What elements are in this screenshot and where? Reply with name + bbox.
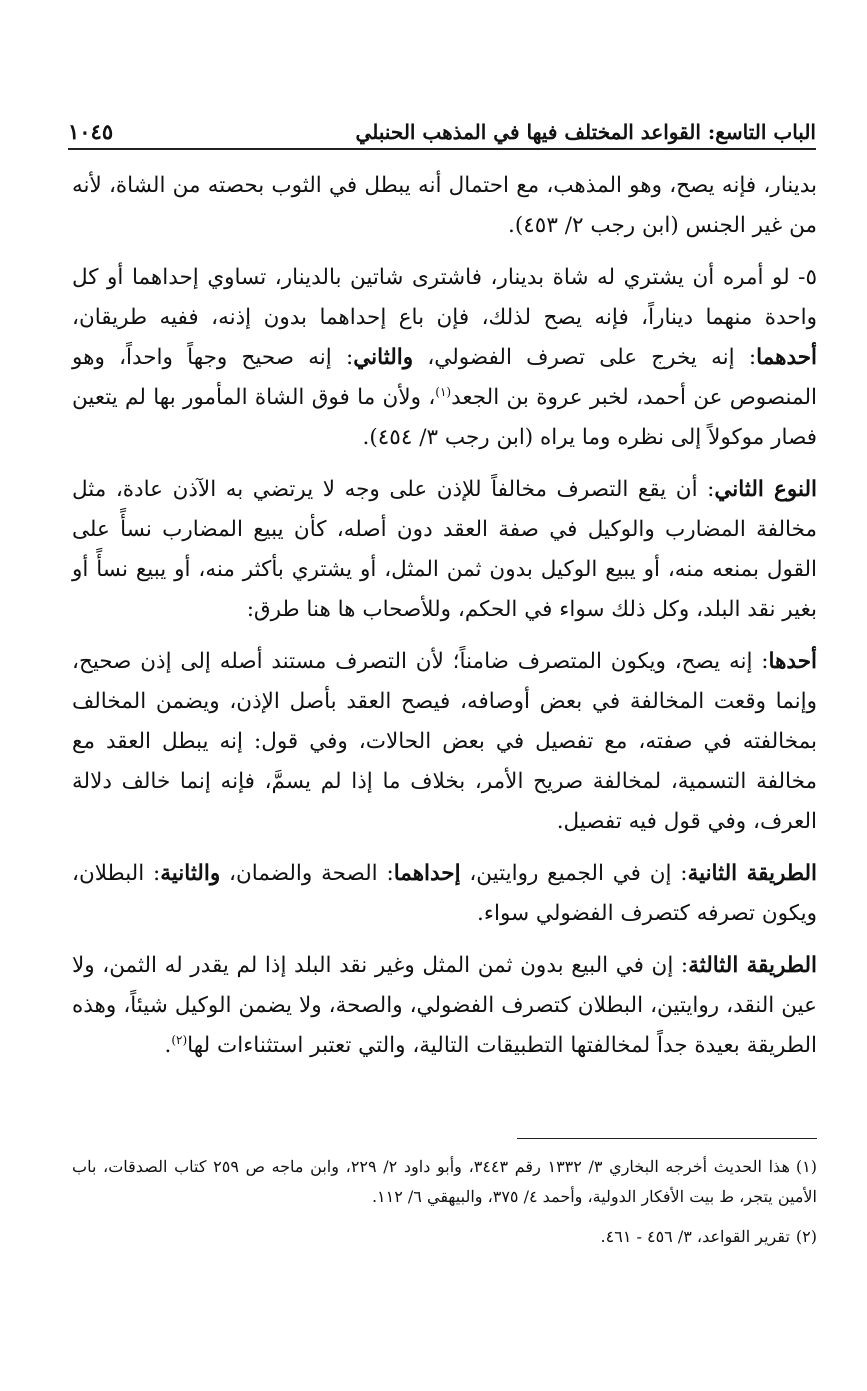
bold-term: أحدهما (756, 345, 817, 370)
main-text (72, 166, 817, 1078)
footnote-number: (١) (795, 1157, 817, 1176)
footnote-text: تقرير القواعد، ٣/ ٤٥٦ - ٤٦١. (600, 1227, 790, 1246)
text-run: : إنه يصح، ويكون المتصرف ضامناً؛ لأن التصرف مستند أصله إلى إذن صحيح، وإنما وقعت المخالفة في بعض أوصافه، فيصح العقد بأصل الإذن، ويضمن المخالف بمخالفته في صفته، مع تفصيل في بعض الحالات، وفي قول: إنه يبطل العقد مع مخالفة التسمية، لمخالفة صريح الأمر، بخلاف ما إذا لم يسمَّ، فإنه إنما خالف دلالة العرف، وفي قول فيه تفصيل. (72, 649, 817, 834)
text-run: ، ولأن ما فوق الشاة المأمور بها لم يتعين فصار موكولاً إلى نظره وما يراه (ابن رجب ٣/ ٤٥٤). (72, 385, 817, 450)
bold-term: إحداهما (393, 861, 461, 886)
footnote-1 (72, 1152, 817, 1212)
footnote-ref-1[interactable]: (١) (435, 384, 452, 399)
paragraph-2 (72, 258, 817, 458)
bold-term: أحدها (768, 649, 817, 674)
page-number: ١٠٤٥ (68, 119, 114, 144)
footnote-text: هذا الحديث أخرجه البخاري ٣/ ١٣٣٢ رقم ٣٤٤٣، وأبو داود ٢/ ٢٢٩، وابن ماجه ص ٢٥٩ كتاب الصدقات، باب الأمين يتجر، ط بيت الأفكار الدولية، وأحمد ٤/ ٣٧٥، والبيهقي ٦/ ١١٢. (72, 1157, 817, 1206)
text-run: : إنه صحيح وجهاً واحداً، وهو المنصوص عن أحمد، لخبر عروة بن الجعد (72, 345, 817, 410)
paragraph-4 (72, 642, 817, 842)
bold-term: والثانية (160, 861, 221, 886)
bold-term: النوع الثاني (714, 477, 818, 502)
paragraph-1: بدينار، فإنه يصح، وهو المذهب، مع احتمال أنه يبطل في الثوب بحصته من الشاة، لأنه من غير الجنس (ابن رجب ٢/ ٤٥٣). (72, 173, 817, 238)
text-run: : الصحة والضمان، (220, 861, 394, 886)
footnote-2 (72, 1222, 817, 1252)
paragraph-3 (72, 470, 817, 630)
text-run: : إن في الجميع روايتين، (460, 861, 688, 886)
paragraph-5 (72, 854, 817, 934)
paragraph-6 (72, 946, 817, 1066)
text-run: : أن يقع التصرف مخالفاً للإذن على وجه لا يرتضي به الآذن عادة، مثل مخالفة المضارب والوكيل في صفة العقد دون أصله، كأن يبيع المضارب نسأً على القول بمنعه منه، أو يبيع الوكيل بدون ثمن المثل، أو يشتري بأكثر منه، أو يبيع نسأً أو بغير نقد البلد، وكل ذلك سواء في الحكم، وللأصحاب ها هنا طرق: (72, 477, 817, 622)
bold-term: الطريقة الثانية (687, 861, 817, 886)
footnote-separator (517, 1138, 817, 1139)
footnote-ref-2[interactable]: (٢) (171, 1032, 188, 1047)
text-run: : البطلان، ويكون تصرفه كتصرف الفضولي سواء. (72, 861, 817, 926)
footnotes (72, 1152, 817, 1262)
footnote-number: (٢) (795, 1227, 817, 1246)
text-run: : إنه يخرج على تصرف الفضولي، (413, 345, 757, 370)
running-header (68, 112, 816, 150)
text-run: . (164, 1033, 172, 1058)
text-run: ٥- لو أمره أن يشتري له شاة بدينار، فاشترى شاتين بالدينار، تساوي إحداهما أو كل واحدة منهما ديناراً، فإنه يصح لذلك، فإن باع إحداهما بدون إذنه، ففيه طريقان، (72, 265, 817, 330)
bold-term: والثاني (353, 345, 414, 370)
bold-term: الطريقة الثالثة (688, 953, 817, 978)
text-run: : إن في البيع بدون ثمن المثل وغير نقد البلد إذا لم يقدر له الثمن، ولا عين النقد، روايتين، البطلان كتصرف الفضولي، والصحة، ولا يضمن الوكيل شيئاً، وهذه الطريقة بعيدة جداً لمخالفتها التطبيقات التالية، والتي تعتبر استثناءات لها (72, 953, 817, 1058)
running-title: الباب التاسع: القواعد المختلف فيها في المذهب الحنبلي (355, 120, 816, 144)
